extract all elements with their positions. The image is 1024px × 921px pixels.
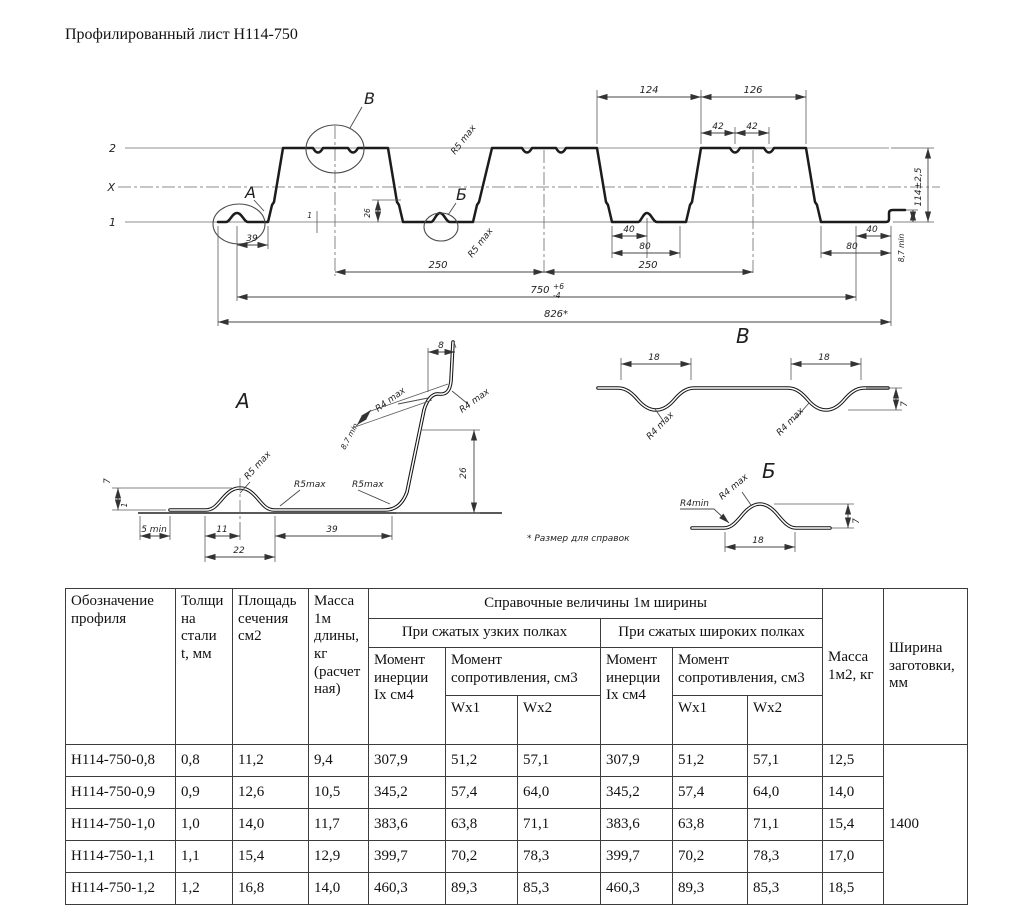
- header-mass-length: Масса 1м длины, кг (расчетная): [309, 589, 369, 745]
- detail-a-dim-26: 26: [459, 467, 469, 479]
- detail-a-r5max-flat1: R5max: [294, 480, 326, 490]
- value-cell: 63,8: [673, 809, 748, 841]
- header-wx2-wide: Wx2: [748, 696, 823, 745]
- dim-26-main: 26: [363, 208, 372, 218]
- detail-b-r4min: R4min: [680, 499, 709, 509]
- value-cell: 399,7: [369, 841, 446, 873]
- value-cell: 12,5: [823, 745, 884, 777]
- value-cell: 14,0: [309, 873, 369, 905]
- value-cell: 78,3: [518, 841, 601, 873]
- profile-outline: [218, 148, 905, 222]
- axis-label-2: 2: [109, 142, 116, 155]
- dim-42b: 42: [746, 122, 758, 132]
- dim-250a: 250: [428, 260, 448, 271]
- value-cell: 71,1: [518, 809, 601, 841]
- dim-1-thickness: 1: [307, 211, 312, 220]
- radius-r5-bottom: R5 max: [466, 226, 496, 260]
- value-cell: 10,5: [309, 777, 369, 809]
- main-view: [106, 85, 940, 326]
- value-cell: 64,0: [518, 777, 601, 809]
- callout-letter-a: А: [245, 183, 256, 202]
- detail-v-title: В: [736, 324, 750, 348]
- detail-a-r5max-bump: R5 max: [242, 449, 274, 483]
- detail-v-dim-7: 7: [900, 401, 910, 407]
- detail-a-dim-87: 8,7 min: [338, 421, 361, 451]
- value-cell: 460,3: [369, 873, 446, 905]
- value-cell: 89,3: [446, 873, 518, 905]
- value-cell: 307,9: [369, 745, 446, 777]
- value-cell: 0,8: [176, 745, 233, 777]
- profile-cell: Н114-750-0,8: [66, 745, 176, 777]
- detail-a-dim-11: 11: [216, 525, 228, 535]
- value-cell: 1,1: [176, 841, 233, 873]
- header-wide-group: При сжатых широких полках: [601, 619, 823, 648]
- callout-letter-b: Б: [456, 185, 467, 204]
- table-body: [66, 745, 968, 905]
- value-cell: 51,2: [446, 745, 518, 777]
- blank-width-cell: 1400: [884, 745, 968, 905]
- detail-b-view: [680, 459, 862, 552]
- detail-a-dim-5min: 5 min: [141, 525, 167, 535]
- value-cell: 345,2: [601, 777, 673, 809]
- profile-cell: Н114-750-1,0: [66, 809, 176, 841]
- value-cell: 85,3: [748, 873, 823, 905]
- value-cell: 57,1: [518, 745, 601, 777]
- dim-750: 750: [530, 285, 550, 296]
- header-wx2-narrow: Wx2: [518, 696, 601, 745]
- table-row: [66, 809, 968, 841]
- value-cell: 383,6: [369, 809, 446, 841]
- value-cell: 11,2: [233, 745, 309, 777]
- value-cell: 51,2: [673, 745, 748, 777]
- value-cell: 85,3: [518, 873, 601, 905]
- value-cell: 71,1: [748, 809, 823, 841]
- dim-124: 124: [639, 85, 659, 96]
- detail-b-r4max: R4 max: [717, 472, 751, 503]
- header-wx1-wide: Wx1: [673, 696, 748, 745]
- value-cell: 14,0: [233, 809, 309, 841]
- detail-b-dim-7: 7: [852, 518, 862, 524]
- radius-r5-top: R5 max: [449, 123, 479, 157]
- dim-126: 126: [743, 85, 763, 96]
- detail-a-dim-7: 7: [103, 478, 113, 484]
- dim-750-plus: +6: [553, 282, 565, 291]
- detail-v-view: [598, 324, 910, 442]
- profile-cell: Н114-750-1,2: [66, 873, 176, 905]
- value-cell: 15,4: [823, 809, 884, 841]
- dim-40-right: 40: [866, 225, 878, 235]
- header-inertia-wide: Момент инерции Ix см4: [601, 648, 673, 745]
- value-cell: 1,0: [176, 809, 233, 841]
- table-row: [66, 745, 968, 777]
- header-mass-area: Масса 1м2, кг: [823, 589, 884, 745]
- table-row: [66, 841, 968, 873]
- value-cell: 70,2: [673, 841, 748, 873]
- dim-250b: 250: [638, 260, 658, 271]
- value-cell: 1,2: [176, 873, 233, 905]
- value-cell: 9,4: [309, 745, 369, 777]
- detail-a-dim-1: 1: [120, 502, 129, 508]
- value-cell: 11,7: [309, 809, 369, 841]
- detail-a-view: [103, 341, 502, 562]
- detail-b-dim-18: 18: [752, 536, 764, 546]
- table-row: [66, 777, 968, 809]
- detail-a-dim-39: 39: [326, 525, 338, 535]
- header-area: Площадь сечения см2: [233, 589, 309, 745]
- header-blank-width: Ширина заготовки, мм: [884, 589, 968, 745]
- reference-note: * Размер для справок: [527, 534, 630, 544]
- value-cell: 14,0: [823, 777, 884, 809]
- header-thickness: Толщина стали t, мм: [176, 589, 233, 745]
- profile-cell: Н114-750-0,9: [66, 777, 176, 809]
- header-wx1-narrow: Wx1: [446, 696, 518, 745]
- callout-circle-b: [424, 213, 458, 241]
- value-cell: 63,8: [446, 809, 518, 841]
- detail-v-dim-18a: 18: [648, 353, 660, 363]
- dim-750-minus: -4: [553, 291, 561, 300]
- dim-80-mid: 80: [639, 242, 651, 252]
- detail-v-r4max-1: R4 max: [644, 410, 677, 443]
- detail-a-r4max-2: R4 max: [457, 387, 492, 416]
- value-cell: 15,4: [233, 841, 309, 873]
- detail-a-dim-8: 8: [438, 341, 444, 351]
- axis-label-x: X: [107, 181, 115, 194]
- value-cell: 16,8: [233, 873, 309, 905]
- detail-b-title: Б: [762, 459, 776, 483]
- header-resistance-wide: Момент сопротивления, см3: [673, 648, 823, 696]
- value-cell: 78,3: [748, 841, 823, 873]
- value-cell: 345,2: [369, 777, 446, 809]
- value-cell: 64,0: [748, 777, 823, 809]
- dim-87-main: 8,7 min: [897, 233, 906, 263]
- header-resistance-narrow: Момент сопротивления, см3: [446, 648, 601, 696]
- page-title: Профилированный лист Н114-750: [65, 26, 298, 43]
- header-reference-group: Справочные величины 1м ширины: [369, 589, 823, 619]
- axis-label-1: 1: [109, 216, 116, 229]
- table-header: [66, 589, 968, 745]
- value-cell: 57,4: [446, 777, 518, 809]
- value-cell: 0,9: [176, 777, 233, 809]
- detail-v-dim-18b: 18: [818, 353, 830, 363]
- value-cell: 12,9: [309, 841, 369, 873]
- value-cell: 383,6: [601, 809, 673, 841]
- dim-39-main: 39: [246, 234, 258, 244]
- dim-height-114: 114±2,5: [914, 167, 924, 207]
- value-cell: 70,2: [446, 841, 518, 873]
- detail-a-dim-22: 22: [233, 546, 245, 556]
- value-cell: 307,9: [601, 745, 673, 777]
- detail-a-title: А: [236, 389, 250, 413]
- header-narrow-group: При сжатых узких полках: [369, 619, 601, 648]
- detail-v-r4max-2: R4 max: [774, 406, 807, 439]
- callout-letter-v: В: [364, 89, 375, 108]
- detail-a-r5max-flat2: R5max: [352, 480, 384, 490]
- dim-40-mid: 40: [623, 225, 635, 235]
- dim-80-right: 80: [846, 242, 858, 252]
- value-cell: 57,4: [673, 777, 748, 809]
- value-cell: 18,5: [823, 873, 884, 905]
- profile-cell: Н114-750-1,1: [66, 841, 176, 873]
- header-inertia-narrow: Момент инерции Ix см4: [369, 648, 446, 745]
- value-cell: 460,3: [601, 873, 673, 905]
- detail-a-r4max-1: R4 max: [373, 386, 408, 415]
- table-row: [66, 873, 968, 905]
- value-cell: 12,6: [233, 777, 309, 809]
- value-cell: 399,7: [601, 841, 673, 873]
- dim-42a: 42: [712, 122, 724, 132]
- header-profile: Обозначение профиля: [66, 589, 176, 745]
- spec-table: [65, 588, 968, 905]
- value-cell: 89,3: [673, 873, 748, 905]
- dim-826: 826*: [543, 309, 569, 320]
- value-cell: 57,1: [748, 745, 823, 777]
- value-cell: 17,0: [823, 841, 884, 873]
